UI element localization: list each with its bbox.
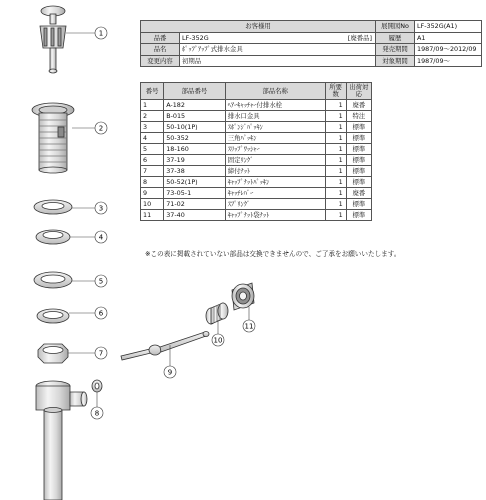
row-part-number: 37-19 bbox=[164, 155, 226, 166]
parts-list-table bbox=[140, 82, 372, 221]
row-part-number: 73-05-1 bbox=[164, 188, 226, 199]
row-qty: 1 bbox=[325, 133, 346, 144]
callout-11 bbox=[243, 320, 255, 332]
row-qty: 1 bbox=[325, 188, 346, 199]
table-row bbox=[141, 155, 372, 166]
drain-tailpiece bbox=[36, 381, 87, 500]
svg-text:6: 6 bbox=[98, 309, 104, 318]
callout-7 bbox=[95, 347, 107, 359]
part-9-catch-lever bbox=[121, 332, 209, 361]
table-row bbox=[141, 188, 372, 199]
table-row bbox=[141, 177, 372, 188]
product-code-cell bbox=[180, 32, 376, 44]
svg-text:3: 3 bbox=[98, 204, 104, 213]
part-2-drain-outlet bbox=[32, 103, 74, 173]
part-11-cap-nut bbox=[232, 283, 254, 310]
row-qty: 1 bbox=[325, 210, 346, 221]
callout-6 bbox=[95, 307, 107, 319]
svg-text:2: 2 bbox=[98, 124, 104, 133]
callout-3 bbox=[95, 202, 107, 214]
row-part-name: ｽﾘｯﾌﾟﾜｯｼｬｰ bbox=[225, 144, 325, 155]
svg-text:7: 7 bbox=[98, 349, 104, 358]
row-part-number: 50-52(1P) bbox=[164, 177, 226, 188]
row-status: 標準 bbox=[346, 199, 371, 210]
product-code-label: 品番 bbox=[141, 32, 180, 44]
svg-text:10: 10 bbox=[213, 336, 223, 345]
history-value: A1 bbox=[415, 32, 482, 44]
row-qty: 1 bbox=[325, 100, 346, 111]
table-row bbox=[141, 100, 372, 111]
exploded-no-value: LF-352G(A1) bbox=[415, 21, 482, 33]
row-part-name: ｷｬｯﾌﾟﾅｯﾄ袋ﾅｯﾄ bbox=[225, 210, 325, 221]
header-no: 番号 bbox=[141, 83, 164, 100]
row-no: 5 bbox=[141, 144, 164, 155]
row-status: 廃番 bbox=[346, 100, 371, 111]
row-status: 標準 bbox=[346, 133, 371, 144]
row-no: 11 bbox=[141, 210, 164, 221]
table-row bbox=[141, 166, 372, 177]
row-no: 8 bbox=[141, 177, 164, 188]
part-10-spring bbox=[206, 303, 228, 324]
discontinued-tag: [廃番品] bbox=[347, 33, 372, 42]
part-1-drain-plug bbox=[40, 6, 66, 73]
header-qty: 所要数 bbox=[325, 83, 346, 100]
row-no: 3 bbox=[141, 122, 164, 133]
row-part-number: 37-38 bbox=[164, 166, 226, 177]
target-period-value: 1987/09～ bbox=[415, 55, 482, 67]
row-status: 標準 bbox=[346, 155, 371, 166]
product-code-value: LF-352G bbox=[182, 33, 209, 42]
part-5-slip-washer bbox=[34, 272, 72, 288]
target-period-label: 対象期間 bbox=[376, 55, 415, 67]
row-qty: 1 bbox=[325, 177, 346, 188]
row-qty: 1 bbox=[325, 144, 346, 155]
row-part-number: 37-40 bbox=[164, 210, 226, 221]
svg-text:11: 11 bbox=[244, 322, 254, 331]
row-status: 標準 bbox=[346, 122, 371, 133]
row-no: 1 bbox=[141, 100, 164, 111]
exploded-no-label: 展開図No bbox=[376, 21, 415, 33]
row-part-name: ｷｬｯﾁﾚﾊﾞｰ bbox=[225, 188, 325, 199]
row-status: 標準 bbox=[346, 177, 371, 188]
row-part-name: 固定ﾘﾝｸﾞ bbox=[225, 155, 325, 166]
table-row bbox=[141, 144, 372, 155]
change-content-value: 初期品 bbox=[180, 55, 376, 67]
customer-header: お客様用 bbox=[141, 21, 376, 33]
row-qty: 1 bbox=[325, 166, 346, 177]
row-qty: 1 bbox=[325, 199, 346, 210]
part-4-triangle-packing bbox=[36, 230, 70, 244]
row-no: 9 bbox=[141, 188, 164, 199]
callout-10 bbox=[212, 334, 224, 346]
row-part-name: ｷｬｯﾌﾟﾅｯﾄﾊﾟｯｷﾝ bbox=[225, 177, 325, 188]
disclaimer-note: ※この表に掲載されていない部品は交換できませんので、ご了承をお願いいたします。 bbox=[145, 250, 401, 258]
table-row bbox=[141, 199, 372, 210]
part-7-tightening-nut bbox=[38, 344, 68, 363]
table-row bbox=[141, 133, 372, 144]
row-part-name: ｽﾌﾟﾘﾝｸﾞ bbox=[225, 199, 325, 210]
row-no: 10 bbox=[141, 199, 164, 210]
row-part-name: ｽﾎﾟﾝｼﾞﾊﾟｯｷﾝ bbox=[225, 122, 325, 133]
row-part-number: 50-10(1P) bbox=[164, 122, 226, 133]
row-part-name: 三角ﾊﾟｯｷﾝ bbox=[225, 133, 325, 144]
header-part-name: 部品名称 bbox=[225, 83, 325, 100]
svg-text:1: 1 bbox=[98, 29, 104, 38]
part-6-fixing-ring bbox=[37, 309, 69, 323]
table-row bbox=[141, 111, 372, 122]
part-8-cap-nut-packing bbox=[92, 380, 102, 392]
svg-text:9: 9 bbox=[167, 368, 173, 377]
row-status: 廃番 bbox=[346, 188, 371, 199]
row-no: 6 bbox=[141, 155, 164, 166]
callout-8 bbox=[91, 407, 103, 419]
row-status: 標準 bbox=[346, 166, 371, 177]
release-period-label: 発売期間 bbox=[376, 44, 415, 56]
part-3-sponge-packing bbox=[34, 200, 72, 214]
row-status: 標準 bbox=[346, 144, 371, 155]
row-part-name: 排水口金具 bbox=[225, 111, 325, 122]
change-content-label: 変更内容 bbox=[141, 55, 180, 67]
row-part-number: A-182 bbox=[164, 100, 226, 111]
callout-9 bbox=[164, 366, 176, 378]
history-label: 履歴 bbox=[376, 32, 415, 44]
parts-header-row bbox=[141, 83, 372, 100]
row-status: 特注 bbox=[346, 111, 371, 122]
product-name-value: ﾎﾟｯﾌﾟｱｯﾌﾟ式排水金具 bbox=[180, 44, 376, 56]
row-part-number: 18-160 bbox=[164, 144, 226, 155]
svg-text:8: 8 bbox=[94, 409, 100, 418]
row-part-number: 71-02 bbox=[164, 199, 226, 210]
row-part-number: 50-352 bbox=[164, 133, 226, 144]
svg-text:4: 4 bbox=[98, 233, 104, 242]
row-no: 7 bbox=[141, 166, 164, 177]
product-info-table bbox=[140, 20, 482, 67]
table-row bbox=[141, 210, 372, 221]
table-row bbox=[141, 122, 372, 133]
header-supply: 出荷対応 bbox=[346, 83, 371, 100]
row-part-number: B-015 bbox=[164, 111, 226, 122]
header-part-number: 部品番号 bbox=[164, 83, 226, 100]
row-status: 標準 bbox=[346, 210, 371, 221]
row-no: 2 bbox=[141, 111, 164, 122]
row-qty: 1 bbox=[325, 155, 346, 166]
release-period-value: 1987/09～2012/09 bbox=[415, 44, 482, 56]
callout-1 bbox=[95, 27, 107, 39]
svg-text:5: 5 bbox=[98, 277, 104, 286]
product-name-label: 品名 bbox=[141, 44, 180, 56]
row-no: 4 bbox=[141, 133, 164, 144]
row-part-name: ﾍｱｰｷｬｯﾁｬｰ付排水栓 bbox=[225, 100, 325, 111]
row-qty: 1 bbox=[325, 122, 346, 133]
callout-2 bbox=[95, 122, 107, 134]
row-qty: 1 bbox=[325, 111, 346, 122]
row-part-name: 締付ﾅｯﾄ bbox=[225, 166, 325, 177]
callout-4 bbox=[95, 231, 107, 243]
callout-5 bbox=[95, 275, 107, 287]
